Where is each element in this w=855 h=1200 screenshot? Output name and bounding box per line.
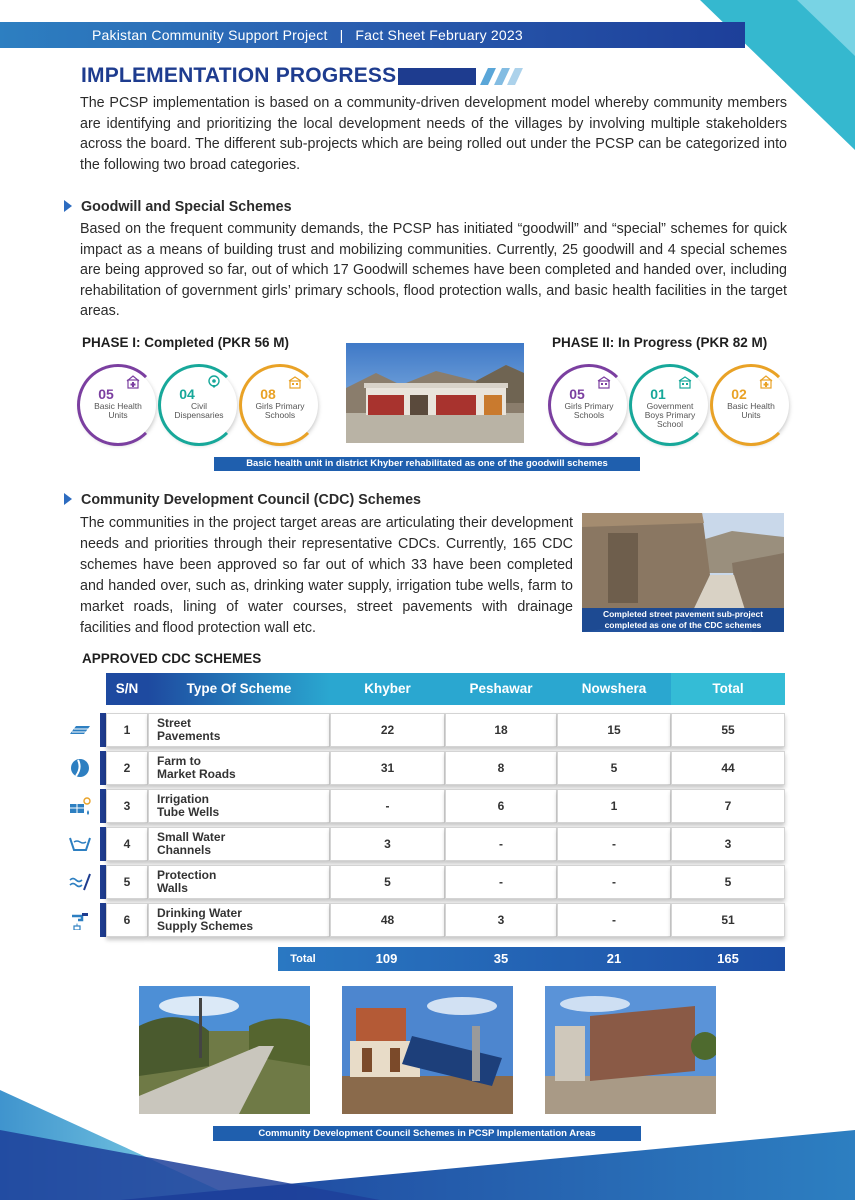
phase2-stat-circle bbox=[632, 367, 708, 443]
cell-peshawar: - bbox=[445, 865, 557, 899]
street-photo-caption-line1: Completed street pavement sub-project bbox=[602, 609, 764, 619]
scheme-type-line2: Walls bbox=[157, 881, 188, 895]
cell-nowshera: 5 bbox=[557, 751, 671, 785]
street-pavement-photo bbox=[582, 513, 784, 632]
stat-number: 05 bbox=[569, 386, 585, 402]
bottom-caption: Community Development Council Schemes in PCSP Implementation Areas bbox=[213, 1126, 641, 1141]
cell-sn: 3 bbox=[106, 789, 148, 823]
cell-type bbox=[148, 789, 330, 823]
cdc-heading-text: Community Development Council (CDC) Schemes bbox=[81, 492, 421, 508]
scheme-type-line1: Drinking Water bbox=[157, 906, 242, 920]
hospital-icon bbox=[126, 375, 140, 389]
bullet-arrow-icon bbox=[64, 493, 72, 505]
scheme-type-line2: Tube Wells bbox=[157, 805, 220, 819]
cell-total: 55 bbox=[671, 713, 785, 747]
phase2-stat-circle bbox=[551, 367, 627, 443]
table-header bbox=[106, 673, 785, 705]
table-total-row bbox=[278, 947, 785, 971]
table-row bbox=[106, 751, 785, 785]
cell-khyber: 31 bbox=[330, 751, 445, 785]
solar-well-icon bbox=[68, 796, 92, 816]
cell-total: 7 bbox=[671, 789, 785, 823]
stat-label: Government Boys Primary School bbox=[644, 401, 696, 429]
building-photo bbox=[545, 986, 716, 1114]
header-sheet: Fact Sheet February 2023 bbox=[355, 27, 523, 43]
stat-label: Girls Primary Schools bbox=[255, 401, 305, 420]
cell-khyber: 3 bbox=[330, 827, 445, 861]
cell-peshawar: 8 bbox=[445, 751, 557, 785]
total-peshawar: 35 bbox=[493, 951, 509, 966]
stat-number: 04 bbox=[179, 386, 195, 402]
title-accent-bar bbox=[398, 68, 476, 85]
scheme-type-line2: Supply Schemes bbox=[157, 919, 254, 933]
cell-total: 5 bbox=[671, 865, 785, 899]
col-header-type: Type Of Scheme bbox=[148, 673, 330, 705]
scheme-type-line1: Street bbox=[157, 716, 192, 730]
cell-total: 3 bbox=[671, 827, 785, 861]
cell-nowshera: - bbox=[557, 827, 671, 861]
stat-label: Girls Primary Schools bbox=[564, 401, 614, 420]
cdc-paragraph: The communities in the project target areas are articulating their development needs and priorities through their representative CDCs. Currently, 165 CDC schemes have been approved so far out of which 33 have been completed and handed over, such as, drinking water supply, irrigation tube wells, farm to market roads, lining of water courses, street pavements with drainage facilities and flood protection wall etc. bbox=[80, 515, 573, 636]
scheme-type-line1: Protection bbox=[157, 868, 217, 882]
bhu-photo bbox=[346, 343, 524, 443]
title-stripes bbox=[478, 68, 518, 85]
phase1-stat-circle bbox=[242, 367, 318, 443]
hospital-icon bbox=[759, 375, 773, 389]
cell-peshawar: - bbox=[445, 827, 557, 861]
total-nowshera: 21 bbox=[606, 951, 622, 966]
stat-label: Civil Dispensaries bbox=[174, 401, 224, 420]
cell-total: 44 bbox=[671, 751, 785, 785]
cell-nowshera: 15 bbox=[557, 713, 671, 747]
water-channel-icon bbox=[68, 834, 92, 854]
page-header bbox=[92, 27, 523, 43]
cell-khyber: - bbox=[330, 789, 445, 823]
col-header-peshawar: Peshawar bbox=[445, 673, 557, 705]
goodwill-heading bbox=[64, 199, 292, 215]
cell-nowshera: - bbox=[557, 865, 671, 899]
water-tap-icon bbox=[68, 910, 92, 930]
table-row bbox=[106, 827, 785, 861]
cell-peshawar: 6 bbox=[445, 789, 557, 823]
school-icon bbox=[597, 375, 611, 389]
cell-khyber: 48 bbox=[330, 903, 445, 937]
header-separator: | bbox=[339, 27, 344, 43]
cell-khyber: 22 bbox=[330, 713, 445, 747]
header-project: Pakistan Community Support Project bbox=[92, 27, 328, 43]
col-header-sn: S/N bbox=[106, 673, 148, 705]
stat-label: Basic Health Units bbox=[727, 401, 775, 420]
table-row bbox=[106, 789, 785, 823]
goodwill-paragraph: Based on the frequent community demands, the PCSP has initiated “goodwill” and “special” schemes for quick impact as a means of building trust and mobilizing communities. Currently, 25 goodwill and 4 special schemes are being approved so far, out of which 17 Goodwill schemes have been completed and handed over, including rehabilitation of government girls’ primary schools, flood protection walls, and basic health facilities in the target areas. bbox=[80, 221, 787, 319]
stat-label: Basic Health Units bbox=[94, 401, 142, 420]
total-khyber: 109 bbox=[375, 951, 398, 966]
phase2-title: PHASE II: In Progress (PKR 82 M) bbox=[552, 335, 768, 350]
solar-well-photo bbox=[342, 986, 513, 1114]
cell-type bbox=[148, 865, 330, 899]
scheme-type-line1: Farm to bbox=[157, 754, 202, 768]
street-photo-caption-line2: completed as one of the CDC schemes bbox=[604, 620, 762, 630]
col-header-total: Total bbox=[671, 673, 785, 705]
phase1-stat-circle bbox=[161, 367, 237, 443]
stat-number: 05 bbox=[98, 386, 114, 402]
cell-peshawar: 18 bbox=[445, 713, 557, 747]
school-icon bbox=[678, 375, 692, 389]
col-header-khyber: Khyber bbox=[330, 673, 445, 705]
cell-nowshera: - bbox=[557, 903, 671, 937]
intro-paragraph: The PCSP implementation is based on a community-driven development model whereby community members are identifying and prioritizing the local development needs of the villages by involving multiple stakeholders across the board. The different sub-projects which are being rolled out under the PCSP can be categorized into the following two broad categories. bbox=[80, 95, 787, 173]
total-total: 165 bbox=[717, 951, 739, 966]
pavement-icon bbox=[68, 720, 92, 740]
cell-sn: 6 bbox=[106, 903, 148, 937]
phase1-stat-circle bbox=[80, 367, 156, 443]
scheme-type-line2: Channels bbox=[157, 843, 212, 857]
location-pin-icon bbox=[207, 375, 221, 389]
cell-sn: 2 bbox=[106, 751, 148, 785]
table-row bbox=[106, 713, 785, 747]
stat-number: 08 bbox=[260, 386, 276, 402]
cell-type bbox=[148, 827, 330, 861]
cell-peshawar: 3 bbox=[445, 903, 557, 937]
phase1-title: PHASE I: Completed (PKR 56 M) bbox=[82, 335, 290, 350]
bullet-arrow-icon bbox=[64, 200, 72, 212]
cell-type bbox=[148, 903, 330, 937]
page-title: IMPLEMENTATION PROGRESS bbox=[81, 64, 397, 87]
cell-sn: 4 bbox=[106, 827, 148, 861]
phase2-stat-circle bbox=[713, 367, 789, 443]
bhu-caption: Basic health unit in district Khyber rehabilitated as one of the goodwill schemes bbox=[214, 457, 640, 471]
scheme-type-line2: Pavements bbox=[157, 729, 221, 743]
flood-wall-icon bbox=[68, 872, 92, 892]
stat-number: 02 bbox=[731, 386, 747, 402]
scheme-type-line1: Small Water bbox=[157, 830, 226, 844]
cell-khyber: 5 bbox=[330, 865, 445, 899]
scheme-type-line2: Market Roads bbox=[157, 767, 236, 781]
col-header-nowshera: Nowshera bbox=[557, 673, 671, 705]
cell-total: 51 bbox=[671, 903, 785, 937]
table-row bbox=[106, 865, 785, 899]
cdc-heading bbox=[64, 492, 421, 508]
road-icon bbox=[68, 758, 92, 778]
table-heading: APPROVED CDC SCHEMES bbox=[82, 651, 262, 666]
cell-sn: 1 bbox=[106, 713, 148, 747]
cell-type bbox=[148, 751, 330, 785]
cell-nowshera: 1 bbox=[557, 789, 671, 823]
school-icon bbox=[288, 375, 302, 389]
road-photo bbox=[139, 986, 310, 1114]
goodwill-heading-text: Goodwill and Special Schemes bbox=[81, 199, 292, 215]
street-photo-caption bbox=[582, 608, 784, 632]
scheme-type-line1: Irrigation bbox=[157, 792, 210, 806]
total-label: Total bbox=[290, 953, 316, 965]
table-row bbox=[106, 903, 785, 937]
stat-number: 01 bbox=[650, 386, 666, 402]
cell-sn: 5 bbox=[106, 865, 148, 899]
cell-type bbox=[148, 713, 330, 747]
